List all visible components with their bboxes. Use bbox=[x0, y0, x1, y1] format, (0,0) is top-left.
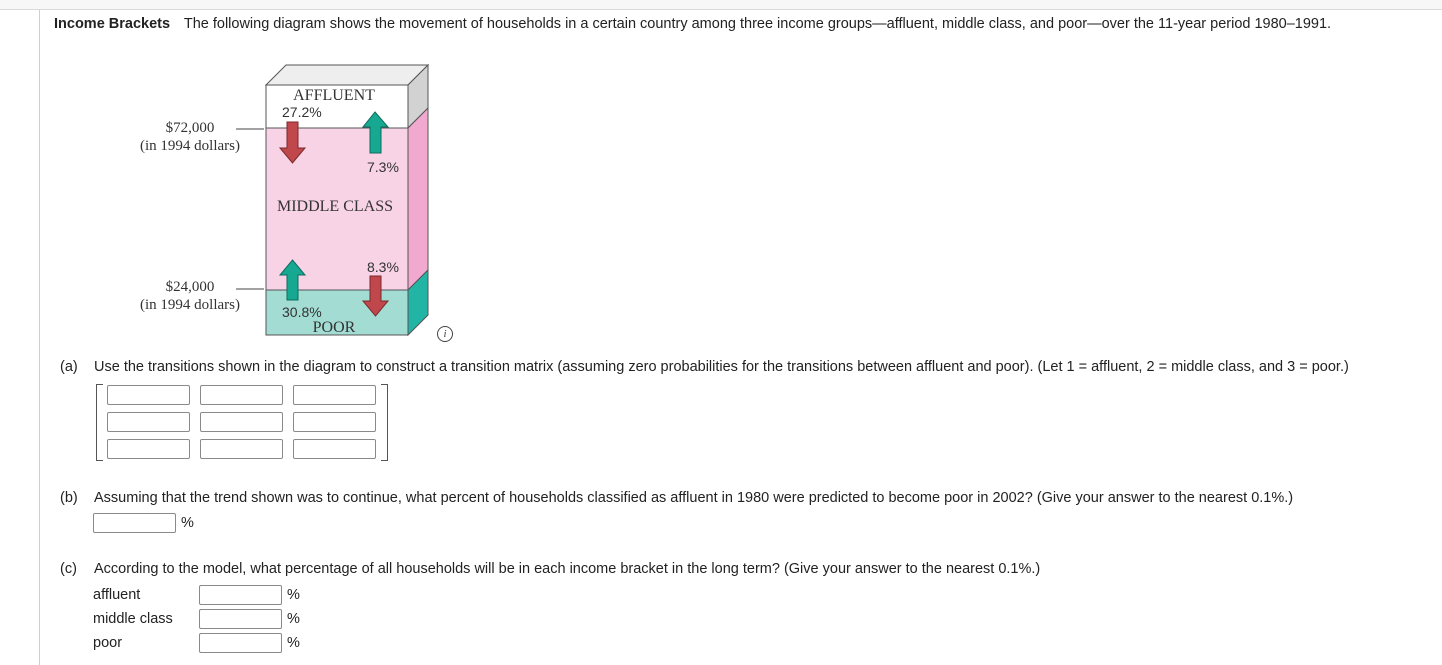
part-c-text: According to the model, what percentage of all households will be in each income bracket in the long term? (Give your answer to the nearest 0.1%.) bbox=[94, 561, 1041, 577]
matrix-cell-1-1[interactable] bbox=[107, 385, 190, 405]
part-c-question bbox=[60, 561, 1040, 577]
poor-label: POOR bbox=[312, 319, 356, 336]
lower-threshold-label: $24,000 bbox=[165, 279, 215, 295]
part-c-label: (c) bbox=[60, 561, 77, 577]
poor-unit: % bbox=[287, 635, 300, 651]
affluent-row-label: affluent bbox=[93, 587, 141, 603]
matrix-cell-1-3[interactable] bbox=[293, 385, 376, 405]
part-b-answer-input[interactable] bbox=[93, 513, 176, 533]
matrix-cell-2-3[interactable] bbox=[293, 412, 376, 432]
poor-to-middle-percent: 30.8% bbox=[282, 304, 322, 320]
matrix-cell-2-1[interactable] bbox=[107, 412, 190, 432]
matrix-cell-1-2[interactable] bbox=[200, 385, 283, 405]
matrix-cell-2-2[interactable] bbox=[200, 412, 283, 432]
middle-to-poor-percent: 8.3% bbox=[367, 259, 399, 275]
transition-matrix bbox=[96, 384, 388, 461]
middle-class-label: MIDDLE CLASS bbox=[276, 198, 394, 215]
part-a-text: Use the transitions shown in the diagram to construct a transition matrix (assuming zero probabilities for the transitions between affluent and poor). (Let 1 = affluent, 2 = middle class, and 3 = poor.) bbox=[94, 359, 1349, 375]
middle-side-face bbox=[408, 108, 428, 290]
box-top-face bbox=[266, 65, 428, 85]
upper-threshold-note: (in 1994 dollars) bbox=[140, 138, 240, 154]
left-margin-rule bbox=[39, 10, 40, 665]
matrix-left-bracket bbox=[96, 384, 103, 461]
affluent-label: AFFLUENT bbox=[293, 87, 375, 104]
part-b-text: Assuming that the trend shown was to continue, what percent of households classified as affluent in 1980 were predicted to become poor in 2002? (Give your answer to the nearest 0.1%.) bbox=[94, 490, 1294, 506]
part-b-unit: % bbox=[181, 515, 194, 531]
middle-class-row-label: middle class bbox=[93, 611, 173, 627]
middle-to-affluent-percent: 7.3% bbox=[367, 159, 399, 175]
part-b-question bbox=[60, 490, 1293, 506]
poor-row-label: poor bbox=[93, 635, 123, 651]
matrix-right-bracket bbox=[381, 384, 388, 461]
income-brackets-diagram bbox=[120, 60, 440, 345]
matrix-cell-3-1[interactable] bbox=[107, 439, 190, 459]
matrix-cell-3-2[interactable] bbox=[200, 439, 283, 459]
affluent-answer-input[interactable] bbox=[199, 585, 282, 605]
poor-answer-input[interactable] bbox=[199, 633, 282, 653]
top-toolbar-edge bbox=[0, 0, 1442, 10]
problem-title: Income Brackets bbox=[54, 16, 171, 32]
matrix-cell-3-3[interactable] bbox=[293, 439, 376, 459]
part-b-label: (b) bbox=[60, 490, 78, 506]
info-icon[interactable]: i bbox=[437, 326, 453, 342]
lower-threshold-note: (in 1994 dollars) bbox=[140, 297, 240, 313]
upper-threshold-label: $72,000 bbox=[165, 120, 215, 136]
part-a-label: (a) bbox=[60, 359, 78, 375]
affluent-to-middle-percent: 27.2% bbox=[282, 104, 322, 120]
middle-class-unit: % bbox=[287, 611, 300, 627]
problem-text: The following diagram shows the movement of households in a certain country among three income groups—affluent, middle class, and poor—over the 11-year period 1980–1991. bbox=[183, 16, 1332, 32]
problem-statement bbox=[54, 16, 1331, 32]
part-a-question bbox=[60, 359, 1349, 375]
affluent-unit: % bbox=[287, 587, 300, 603]
middle-class-answer-input[interactable] bbox=[199, 609, 282, 629]
